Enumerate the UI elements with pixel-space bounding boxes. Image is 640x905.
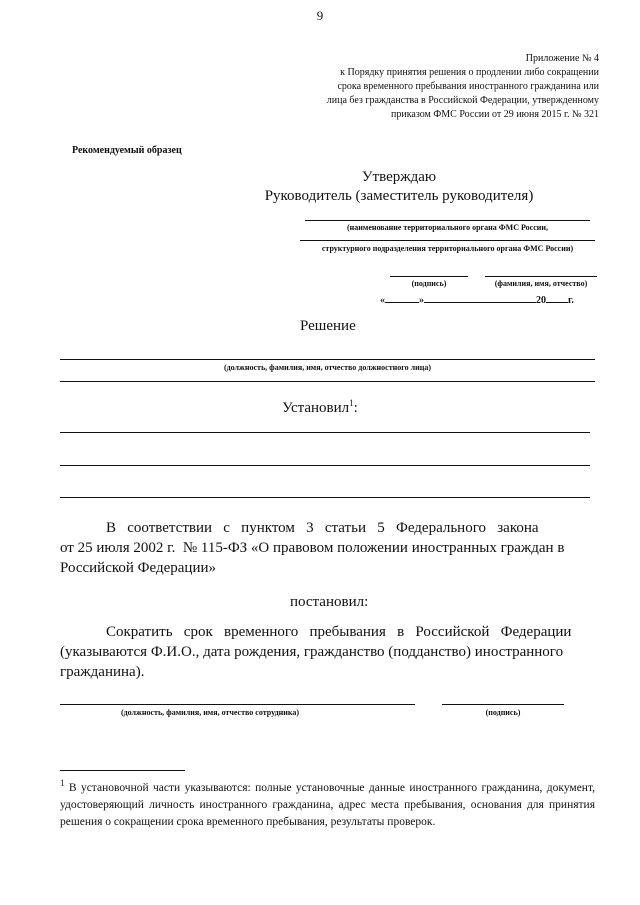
org-caption: (наименование территориального органа ФМС России, (347, 223, 548, 232)
established-colon: : (353, 400, 358, 416)
established-heading (0, 398, 640, 417)
established-line-1[interactable] (60, 432, 590, 433)
appendix-line: Приложение № 4 (525, 53, 599, 64)
date-year-suffix: г. (568, 295, 574, 306)
basis-line: Российской Федерации» (60, 560, 217, 576)
resolution-line: гражданина). (60, 664, 145, 680)
approval-role: Руководитель (заместитель руководителя) (264, 188, 534, 204)
appendix-line: приказом ФМС России от 29 июня 2015 г. № 321 (390, 109, 599, 120)
resolution-paragraph (60, 622, 595, 682)
date-open-quote: « (380, 295, 385, 306)
date-year-field[interactable] (546, 293, 568, 303)
official-line[interactable] (60, 359, 595, 360)
official-line-2[interactable] (60, 381, 595, 382)
resolved-heading: постановил: (290, 594, 369, 610)
approval-block (0, 168, 640, 206)
subdivision-caption: структурного подразделения территориального органа ФМС России) (321, 244, 574, 253)
date-year-prefix: 20 (536, 295, 546, 306)
footnote-text: В установочной части указываются: полные установочные данные иностранного гражданина, документ, удостоверяющий личность иностранного гражданина, адрес места пребывания, основания для принятия решения о сокращении срока временного пребывания, результаты проверок. (60, 781, 595, 828)
date-month-field[interactable] (424, 293, 536, 303)
resolution-line: Сократить срок временного пребывания в Российской Федерации (106, 624, 572, 640)
employee-line[interactable] (60, 704, 415, 705)
sample-label: Рекомендуемый образец (72, 145, 182, 156)
approver-name-line[interactable] (485, 276, 597, 277)
basis-paragraph (60, 518, 595, 578)
official-caption: (должность, фамилия, имя, отчество должностного лица) (223, 363, 432, 372)
approval-title: Утверждаю (361, 169, 437, 185)
date-close-quote: » (419, 295, 424, 306)
decision-title: Решение (300, 318, 356, 334)
subdivision-line[interactable] (300, 240, 595, 241)
resolution-line: (указываются Ф.И.О., дата рождения, гражданство (подданство) иностранного (60, 644, 564, 660)
approver-name-caption: (фамилия, имя, отчество) (494, 279, 588, 288)
approval-date (380, 293, 574, 306)
basis-line: от 25 июля 2002 г. № 115-ФЗ «О правовом положении иностранных граждан в (60, 540, 565, 556)
employee-signature-line[interactable] (442, 704, 564, 705)
footnote-ref[interactable]: 1 (349, 398, 354, 408)
employee-signature-caption: (подпись) (485, 708, 521, 717)
footnote (60, 775, 595, 831)
established-line-3[interactable] (60, 497, 590, 498)
established-line-2[interactable] (60, 465, 590, 466)
org-name-line[interactable] (305, 220, 590, 221)
employee-caption: (должность, фамилия, имя, отчество сотрудника) (120, 708, 300, 717)
approver-signature-line[interactable] (390, 276, 468, 277)
footnote-mark: 1 (60, 778, 65, 788)
established-title: Установил (282, 400, 350, 416)
basis-line: В соответствии с пунктом 3 статьи 5 Федерального закона (106, 520, 539, 536)
page-number: 9 (316, 8, 324, 23)
date-day-field[interactable] (385, 293, 419, 303)
appendix-line: лица без гражданства в Российской Федерации, утвержденному (326, 95, 599, 106)
appendix-header (269, 52, 599, 122)
appendix-line: к Порядку принятия решения о продлении либо сокращении (340, 67, 599, 78)
appendix-line: срока временного пребывания иностранного гражданина или (337, 81, 599, 92)
approver-signature-caption: (подпись) (411, 279, 447, 288)
footnote-rule (60, 770, 185, 771)
